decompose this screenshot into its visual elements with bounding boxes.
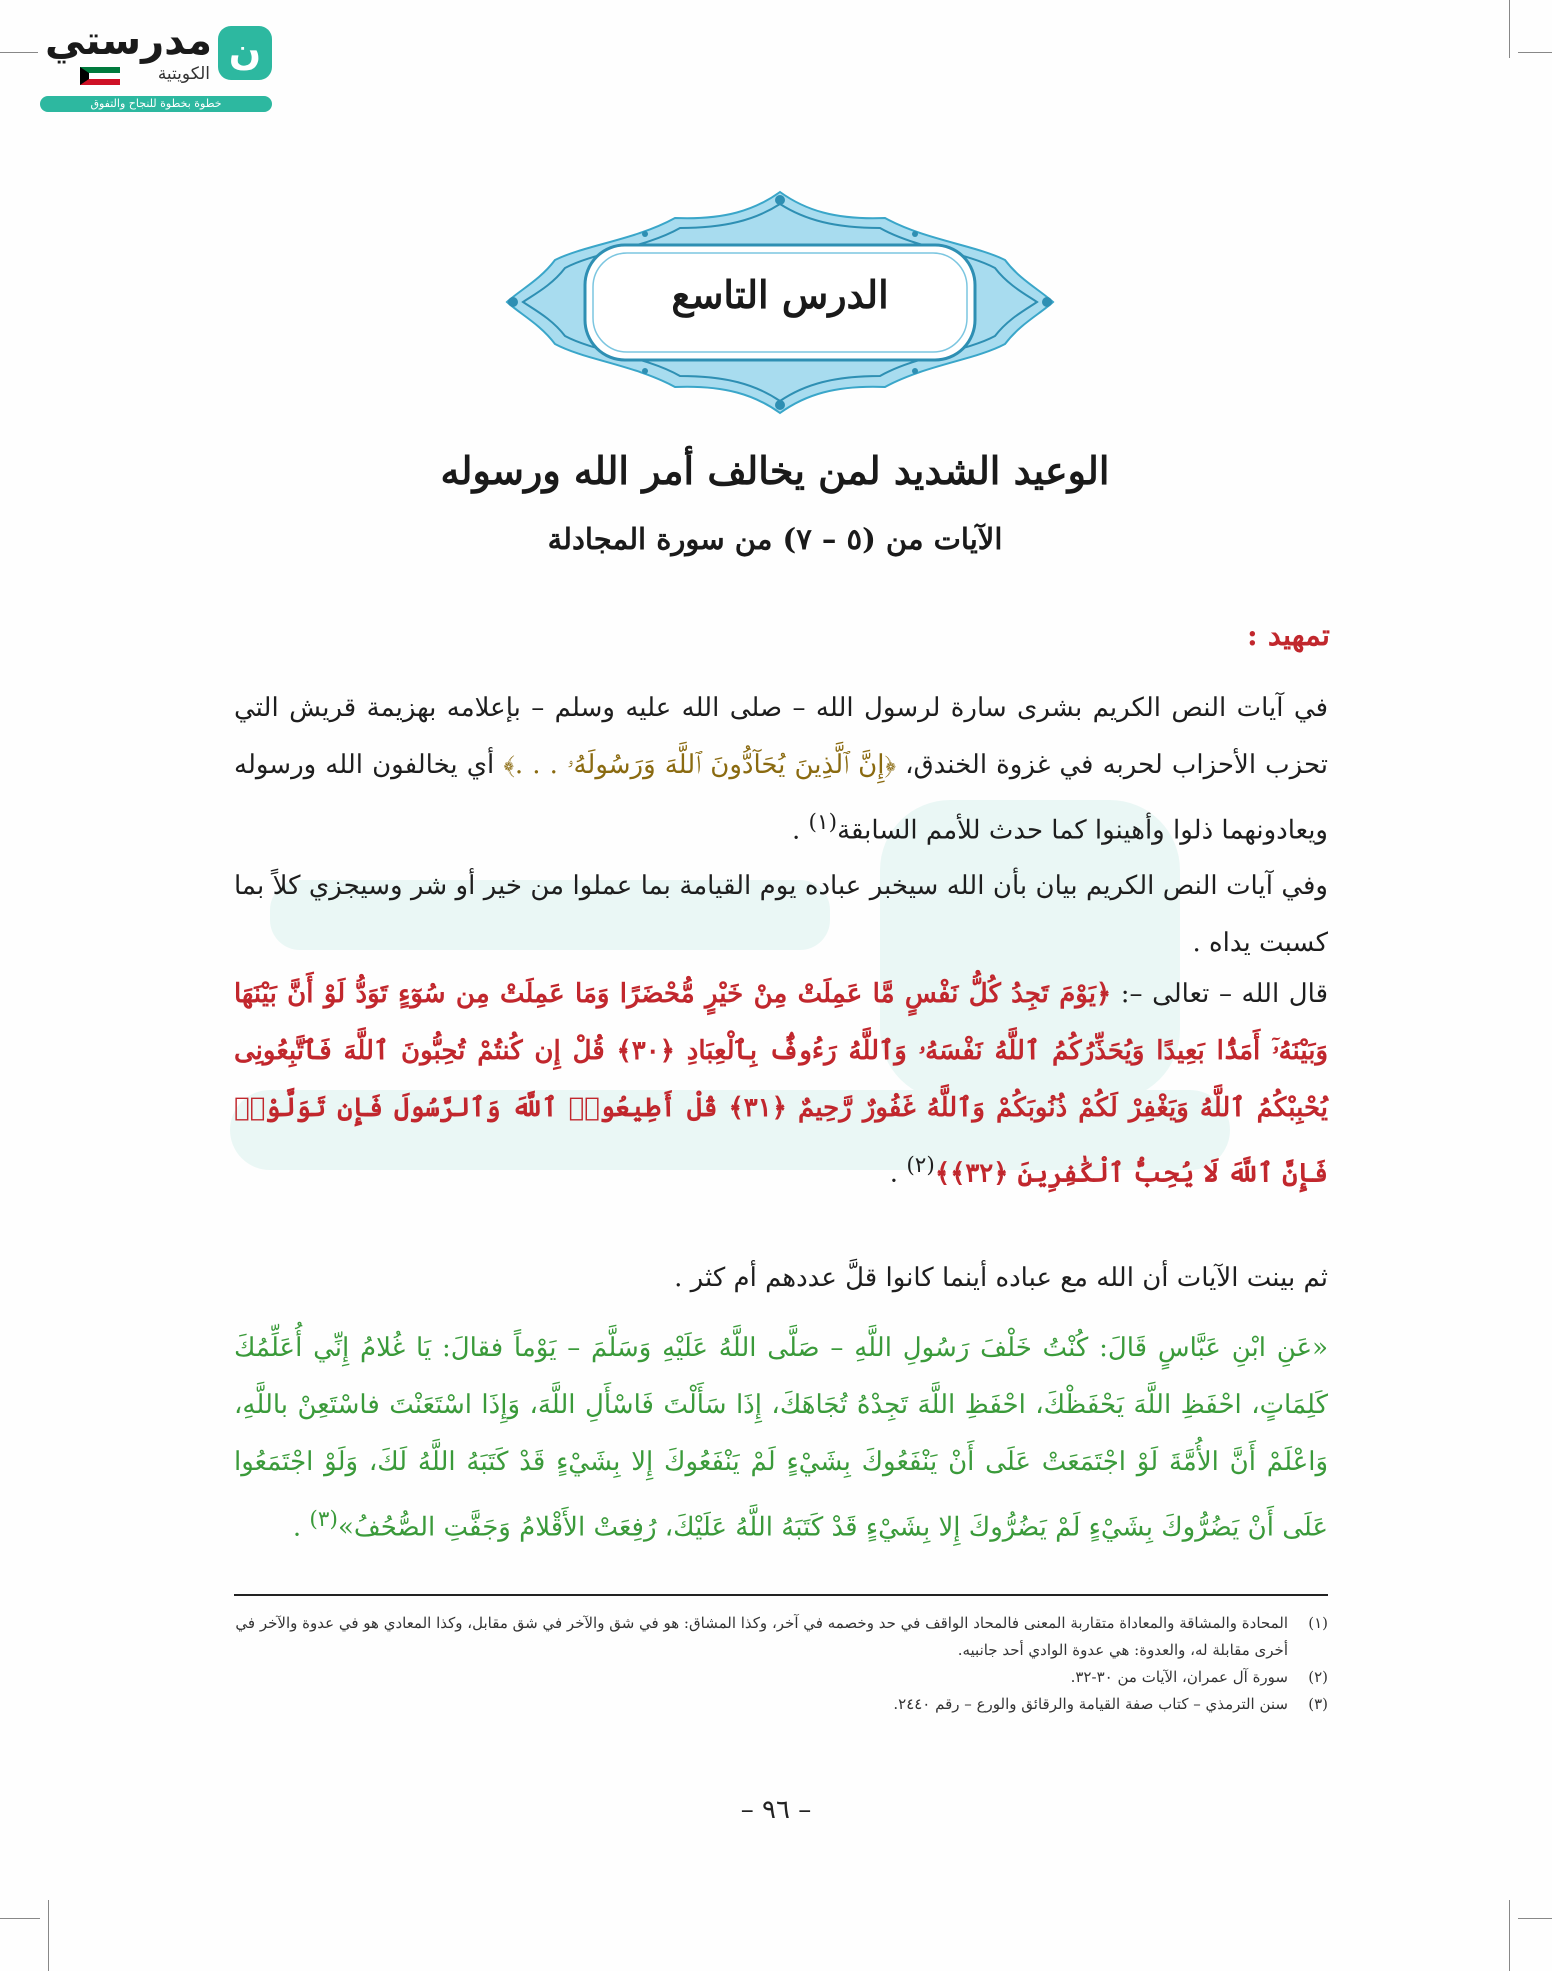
site-logo[interactable]	[40, 18, 272, 114]
hadith-paragraph	[234, 1320, 1328, 1557]
sentence-end: .	[791, 815, 801, 846]
footnote-divider	[234, 1594, 1328, 1596]
footnote-text: سنن الترمذي – كتاب صفة القيامة والرقائق والورع – رقم ٢٤٤٠.	[893, 1695, 1288, 1713]
intro-paragraph-1	[234, 680, 1328, 860]
crop-mark	[0, 1918, 40, 1919]
logo-subtitle: الكويتية	[157, 64, 210, 84]
lesson-subtitle: الآيات من (٥ – ٧) من سورة المجادلة	[547, 522, 1003, 556]
quran-verse: ﴿يَوْمَ تَجِدُ كُلُّ نَفْسٍ مَّا عَمِلَتْ مِنْ خَيْرٍ مُّحْضَرًا وَمَا عَمِلَتْ مِن سُوٓءٍ تَوَدُّ لَوْ أَنَّ بَيْنَهَا وَبَيْنَهُۥٓ أَمَدًۢا بَعِيدًا وَيُحَذِّرُكُمُ ٱللَّهُ نَفْسَهُۥ وَٱللَّهُ رَءُوفٌۢ بِٱلْعِبَادِ ﴿٣٠﴾ قُلْ إِن كُنتُمْ تُحِبُّونَ ٱللَّهَ فَٱتَّبِعُونِى يُحْبِبْكُمُ ٱللَّهُ وَيَغْفِرْ لَكُمْ ذُنُوبَكُمْ وَٱللَّهُ غَفُورٌ رَّحِيمٌ ﴿٣١﴾ قُلْ أَطِيعُوا۟ ٱللَّهَ وَٱلرَّسُولَ فَإِن تَوَلَّوْا۟ فَإِنَّ ٱللَّهَ لَا يُحِبُّ ٱلْكَٰفِرِينَ ﴿٣٢﴾﴾	[234, 979, 1328, 1189]
paragraph-text: أي يخالفون الله ورسوله ويعادونهما ذلوا وأهينوا كما حدث للأمم السابقة	[234, 750, 1328, 846]
intro-paragraph-4: ثم بينت الآيات أن الله مع عباده أينما كانوا قلَّ عددهم أم كثر .	[674, 1263, 1328, 1293]
footnote-number: (٢)	[1308, 1668, 1328, 1686]
footnote-text: المحادة والمشاقة والمعاداة متقاربة المعنى فالمحاد الواقف في حد وخصمه في آخر، وكذا المشاق: هو في شق والآخر في شق مقابل، وكذا المعادي هو في عدوة والآخر في أخرى مقابلة له، والعدوة: هي عدوة الوادي أحد جانبيه.	[235, 1614, 1288, 1659]
lesson-title: الوعيد الشديد لمن يخالف أمر الله ورسوله	[440, 448, 1110, 493]
logo-icon: ن	[218, 26, 272, 80]
footnote	[234, 1691, 1328, 1718]
quran-verse: ﴿إِنَّ ٱلَّذِينَ يُحَآدُّونَ ٱللَّهَ وَرَسُولَهُۥ . . .﴾	[503, 750, 896, 780]
footnote-ref: (١)	[808, 810, 838, 835]
footnote-ref: (٣)	[309, 1507, 338, 1532]
crop-mark	[1518, 1918, 1552, 1919]
footnote-ref: (٢)	[906, 1153, 935, 1178]
footnote-number: (٣)	[1308, 1695, 1328, 1713]
intro-heading: تمهيد :	[1247, 618, 1330, 652]
crop-mark	[1509, 1900, 1510, 1971]
crop-mark	[0, 52, 38, 53]
crop-mark	[48, 1900, 49, 1971]
footnote	[234, 1664, 1328, 1691]
crop-mark	[1509, 0, 1510, 58]
logo-name: مدرستي	[44, 18, 212, 64]
footnote-text: سورة آل عمران، الآيات من ٣٠-٣٢.	[1070, 1668, 1288, 1686]
quote-lead: قال الله – تعالى –:	[1120, 979, 1328, 1009]
footnote-number: (١)	[1308, 1614, 1328, 1632]
sentence-end: .	[292, 1512, 302, 1543]
lesson-label: الدرس التاسع	[671, 272, 889, 317]
paragraph-text: في آيات النص الكريم بشرى سارة لرسول الله – صلى الله عليه وسلم – بإعلامه بهزيمة قريش التي تحزب الأحزاب لحربه في غزوة الخندق،	[234, 693, 1328, 780]
crop-mark	[1518, 52, 1552, 53]
footnote	[234, 1610, 1328, 1664]
intro-paragraph-2: وفي آيات النص الكريم بيان بأن الله سيخبر عباده يوم القيامة بما عملوا من خير أو شر وسيجزي كلاً بما كسبت يداه .	[234, 871, 1328, 958]
quran-quote-paragraph	[234, 966, 1328, 1203]
hadith-text: «عَنِ ابْنِ عَبَّاسٍ قَالَ: كُنْتُ خَلْفَ رَسُولِ اللَّهِ – صَلَّى اللَّهُ عَلَيْهِ وَسَلَّمَ – يَوْماً فقالَ: يَا غُلامُ إِنِّي أُعَلِّمُكَ كَلِمَاتٍ، احْفَظِ اللَّهَ يَحْفَظْكَ، احْفَظِ اللَّهَ تَجِدْهُ تُجَاهَكَ، إِذَا سَأَلْتَ فَاسْأَلِ اللَّهَ، وَإِذَا اسْتَعَنْتَ فاسْتَعِنْ باللَّهِ، وَاعْلَمْ أَنَّ الأُمَّةَ لَوْ اجْتَمَعَتْ عَلَى أَنْ يَنْفَعُوكَ بِشَيْءٍ لَمْ يَنْفَعُوكَ إِلا بِشَيْءٍ قَدْ كَتَبَهُ اللَّهُ لَكَ، وَلَوْ اجْتَمَعُوا عَلَى أَنْ يَضُرُّوكَ بِشَيْءٍ لَمْ يَضُرُّوكَ إِلا بِشَيْءٍ قَدْ كَتَبَهُ اللَّهُ عَلَيْكَ، رُفِعَتْ الأَقْلامُ وَجَفَّتِ الصُّحُفُ»	[234, 1333, 1328, 1543]
kuwait-flag-icon	[80, 67, 120, 85]
footnotes	[234, 1610, 1328, 1718]
logo-tagline: خطوة بخطوة للنجاح والتفوق	[40, 96, 272, 112]
page-number: – ٩٦ –	[740, 1795, 812, 1825]
sentence-end: .	[889, 1158, 899, 1189]
